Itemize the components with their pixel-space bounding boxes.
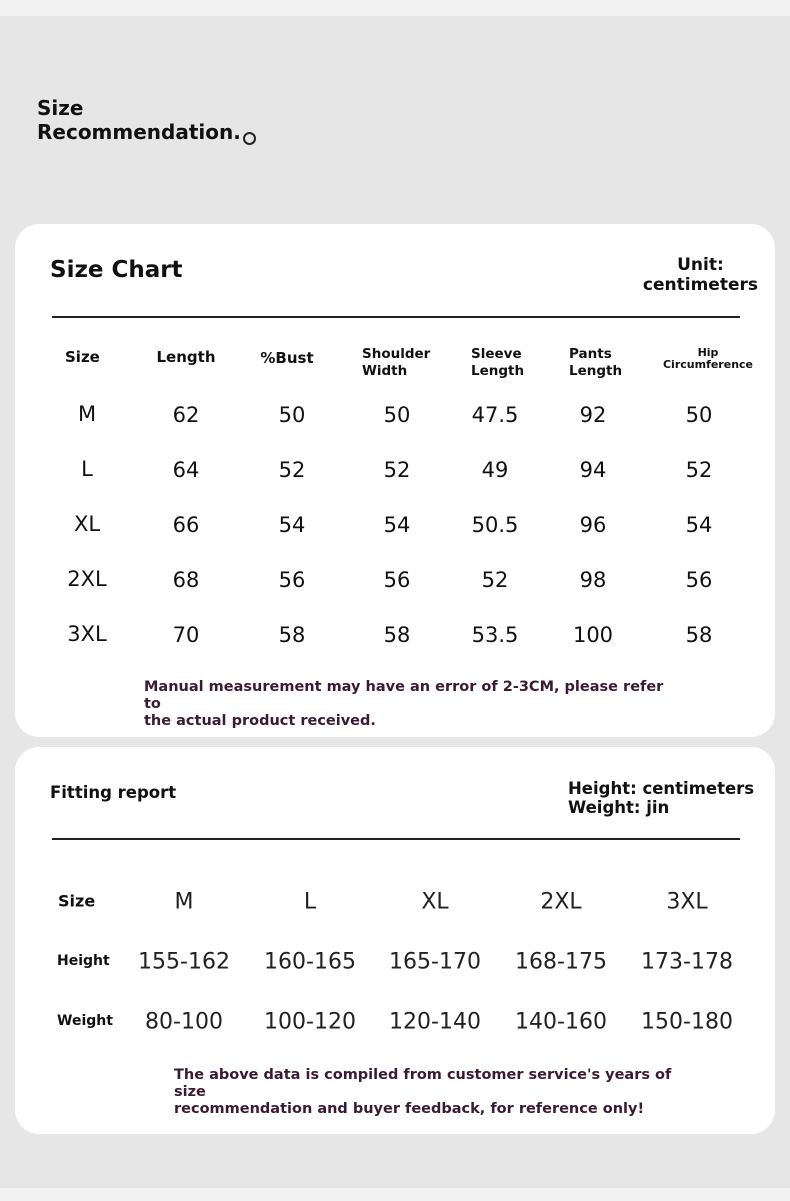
top-strip — [0, 0, 790, 16]
header-sleeve-line2: Length — [471, 363, 525, 379]
report-size: XL — [421, 889, 449, 915]
header-sleeve-line1: Sleeve — [471, 346, 522, 362]
report-height: 160-165 — [264, 949, 356, 975]
cell-hip: 58 — [685, 623, 713, 647]
cell-sleeve: 53.5 — [471, 623, 519, 647]
header-pants-line2: Length — [569, 363, 623, 379]
cell-size: L — [81, 457, 93, 481]
fitting-report-title: Fitting report — [50, 783, 177, 802]
header-hip-line2: Circumference — [662, 358, 754, 371]
cell-sleeve: 52 — [481, 568, 509, 592]
cell-shoulder: 58 — [383, 623, 411, 647]
cell-size: 2XL — [67, 567, 107, 591]
header-bust: %Bust — [260, 349, 314, 367]
row-label-size: Size — [58, 891, 96, 911]
report-divider — [52, 838, 740, 840]
height-unit: Height: centimeters — [568, 779, 755, 798]
cell-shoulder: 52 — [383, 458, 411, 482]
cell-length: 66 — [172, 513, 200, 537]
cell-pants: 92 — [579, 403, 607, 427]
cell-length: 62 — [172, 403, 200, 427]
header-divider — [52, 316, 740, 318]
height-weight-units — [568, 779, 754, 817]
header-pants-line1: Pants — [569, 346, 612, 362]
cell-pants: 100 — [572, 623, 614, 647]
cell-size: M — [77, 402, 97, 426]
cell-bust: 52 — [278, 458, 306, 482]
header-pants-length — [569, 346, 622, 380]
cell-sleeve: 49 — [481, 458, 509, 482]
header-shoulder-line1: Shoulder — [362, 346, 431, 362]
cell-hip: 54 — [685, 513, 713, 537]
cell-pants: 96 — [579, 513, 607, 537]
row-label-height: Height — [57, 953, 110, 969]
report-note-line1: The above data is compiled from customer service's years of size — [174, 1067, 672, 1100]
cell-length: 70 — [172, 623, 200, 647]
report-height: 165-170 — [389, 949, 481, 975]
unit-label: Unit: — [677, 255, 724, 275]
header-hip-line1: Hip — [697, 346, 719, 359]
cell-size: 3XL — [67, 622, 107, 646]
report-height: 155-162 — [138, 949, 230, 975]
measurement-note-line2: the actual product received. — [144, 713, 376, 729]
cell-hip: 56 — [685, 568, 713, 592]
ring-icon — [243, 132, 256, 145]
weight-unit: Weight: jin — [568, 798, 670, 817]
size-chart-title: Size Chart — [50, 257, 183, 283]
cell-bust: 58 — [278, 623, 306, 647]
cell-length: 68 — [172, 568, 200, 592]
cell-pants: 98 — [579, 568, 607, 592]
header-shoulder-width — [362, 346, 430, 380]
cell-shoulder: 56 — [383, 568, 411, 592]
cell-pants: 94 — [579, 458, 607, 482]
bottom-strip — [0, 1188, 790, 1201]
measurement-note — [144, 679, 664, 730]
unit-note — [643, 255, 758, 295]
header-length: Length — [156, 348, 216, 366]
header-shoulder-line2: Width — [362, 363, 408, 379]
cell-shoulder: 50 — [383, 403, 411, 427]
measurement-note-line1: Manual measurement may have an error of 2-3CM, please refer to — [144, 679, 664, 712]
fitting-report-card — [15, 747, 775, 1134]
report-note-line2: recommendation and buyer feedback, for reference only! — [174, 1101, 645, 1117]
cell-hip: 50 — [685, 403, 713, 427]
report-weight: 100-120 — [264, 1009, 356, 1035]
report-height: 168-175 — [515, 949, 607, 975]
row-label-weight: Weight — [57, 1013, 113, 1029]
report-weight: 120-140 — [389, 1009, 481, 1035]
report-weight: 150-180 — [641, 1009, 733, 1035]
cell-hip: 52 — [685, 458, 713, 482]
page-title-line-2: Recommendation. — [37, 120, 241, 144]
report-size: L — [303, 889, 317, 915]
header-size: Size — [65, 348, 100, 366]
report-note — [174, 1067, 694, 1118]
page-title-line-1: Size — [37, 96, 84, 120]
cell-length: 64 — [172, 458, 200, 482]
report-size: M — [174, 889, 194, 915]
page-title — [37, 96, 241, 144]
cell-bust: 50 — [278, 403, 306, 427]
report-height: 173-178 — [641, 949, 733, 975]
report-size: 3XL — [666, 889, 708, 915]
unit-value: centimeters — [642, 275, 758, 295]
cell-shoulder: 54 — [383, 513, 411, 537]
cell-bust: 56 — [278, 568, 306, 592]
cell-size: XL — [73, 512, 101, 536]
report-weight: 80-100 — [145, 1009, 223, 1035]
report-size: 2XL — [540, 889, 582, 915]
header-hip-circumference — [663, 347, 753, 371]
cell-bust: 54 — [278, 513, 306, 537]
header-sleeve-length — [471, 346, 524, 380]
cell-sleeve: 47.5 — [471, 403, 519, 427]
cell-sleeve: 50.5 — [471, 513, 519, 537]
size-chart-card — [15, 224, 775, 737]
report-weight: 140-160 — [515, 1009, 607, 1035]
